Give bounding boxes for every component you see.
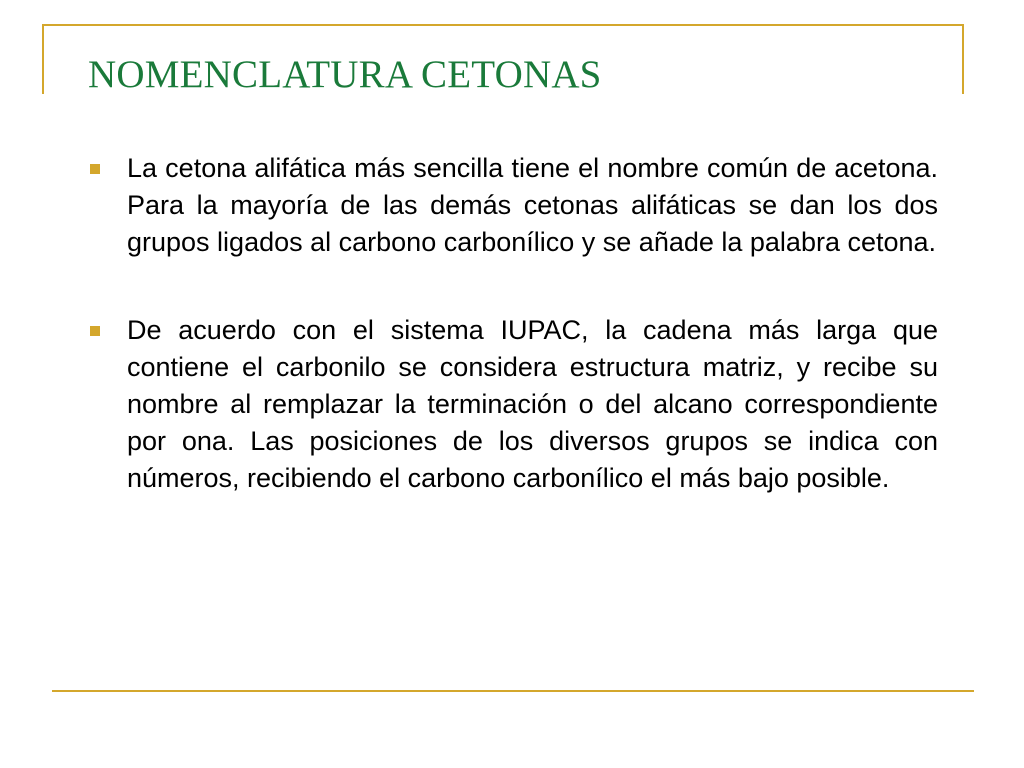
frame-bottom-line xyxy=(52,690,974,692)
bullet-text-1: La cetona alifática más sencilla tiene el nombre común de acetona. Para la mayoría de las demás cetonas alifáticas se dan los dos grupos ligados al carbono carbonílico y se añade la palabra cetona. xyxy=(127,153,938,257)
slide-title: NOMENCLATURA CETONAS xyxy=(88,53,602,96)
square-bullet-icon xyxy=(90,164,100,174)
frame-top-line xyxy=(42,24,964,26)
bullet-text-2: De acuerdo con el sistema IUPAC, la cadena más larga que contiene el carbonilo se considera estructura matriz, y recibe su nombre al remplazar la terminación o del alcano correspondiente por ona. Las posiciones de los diversos grupos se indica con números, recibiendo el carbono carbonílico el más bajo posible. xyxy=(127,315,938,493)
bullet-list xyxy=(88,150,938,497)
frame-right-line xyxy=(962,24,964,94)
square-bullet-icon xyxy=(90,326,100,336)
bullet-item-1 xyxy=(88,150,938,261)
bullet-item-2 xyxy=(88,312,938,497)
frame-left-line xyxy=(42,24,44,94)
